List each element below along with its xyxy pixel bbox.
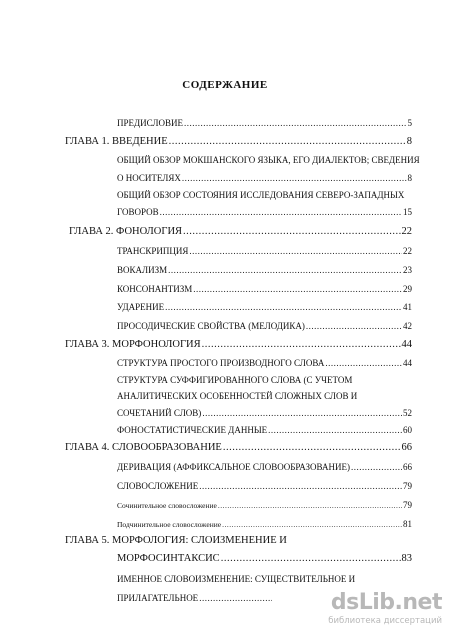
leader-dots (199, 592, 272, 604)
leader-dots (168, 264, 402, 276)
toc-entry-page: 66 (401, 442, 412, 453)
leader-dots (165, 301, 402, 313)
watermark-subtitle: библиотека диссертаций (328, 616, 442, 626)
toc-entry (117, 553, 412, 565)
leader-dots (189, 245, 402, 257)
leader-dots (223, 442, 401, 454)
toc-entry-page: 81 (403, 519, 412, 529)
toc-entry-text: ВОКАЛИЗМ (117, 265, 168, 275)
toc-entry-text: МОРФОСИНТАКСИС (117, 553, 220, 564)
toc-entry-page: 79 (403, 500, 412, 510)
toc-entry-page: 42 (403, 321, 412, 331)
toc-entry-text: ГЛАВА 4. СЛОВООБРАЗОВАНИЕ (65, 442, 222, 453)
toc-entry-page: 5 (407, 118, 412, 128)
leader-dots (160, 206, 402, 218)
toc-entry-text: КОНСОНАНТИЗМ (117, 284, 193, 294)
leader-dots (218, 500, 402, 512)
toc-entry-page: 22 (401, 226, 412, 237)
toc-entry-page: 44 (401, 339, 412, 350)
toc-entry (117, 301, 412, 313)
toc-entry: АНАЛИТИЧЕСКИХ ОСОБЕННОСТЕЙ СЛОЖНЫХ СЛОВ И (117, 391, 358, 401)
toc-entry (117, 283, 412, 295)
toc-entry (117, 206, 412, 218)
toc-entry-page: 22 (403, 246, 412, 256)
toc-entry-page: 60 (403, 425, 412, 435)
toc-entry-text: ТРАНСКРИПЦИЯ (117, 246, 189, 256)
leader-dots (183, 226, 400, 238)
toc-entry-text: Подчинительное словосложение (117, 520, 222, 529)
toc-entry (117, 117, 412, 129)
toc-entry-text: ГЛАВА 2. ФОНОЛОГИЯ (69, 226, 183, 237)
page-title: СОДЕРЖАНИЕ (182, 79, 268, 91)
toc-entry-text: СЛОВОСЛОЖЕНИЕ (117, 481, 199, 491)
toc-entry: ОБЩИЙ ОБЗОР МОКШАНСКОГО ЯЗЫКА, ЕГО ДИАЛЕКТОВ; СВЕДЕНИЯ (117, 155, 420, 165)
toc-entry-text: УДАРЕНИЕ (117, 302, 165, 312)
toc-chapter: ГЛАВА 5. МОРФОЛОГИЯ: СЛОИЗМЕНЕНИЕ И (65, 535, 287, 546)
toc-entry-page: 29 (403, 284, 412, 294)
toc-entry (117, 499, 412, 512)
leader-dots (182, 172, 407, 184)
toc-entry-text: О НОСИТЕЛЯХ (117, 173, 181, 183)
leader-dots (351, 461, 402, 473)
toc-entry (117, 518, 412, 531)
toc-entry-page: 44 (403, 358, 412, 368)
leader-dots (268, 424, 402, 436)
toc-entry (117, 592, 273, 604)
toc-entry-text: ГЛАВА 1. ВВЕДЕНИЕ (65, 136, 168, 147)
toc-entry-text: ДЕРИВАЦИЯ (АФФИКСАЛЬНОЕ СЛОВООБРАЗОВАНИЕ) (117, 462, 350, 472)
toc-chapter (69, 226, 412, 238)
toc-entry-page: 79 (403, 481, 412, 491)
toc-entry: ИМЕННОЕ СЛОВОИЗМЕНЕНИЕ: СУЩЕСТВИТЕЛЬНОЕ И (117, 574, 356, 584)
leader-dots (306, 320, 402, 332)
toc-entry-text: СТРУКТУРА ПРОСТОГО ПРОИЗВОДНОГО СЛОВА (117, 358, 325, 368)
toc-entry (117, 480, 412, 492)
toc-entry (117, 172, 412, 184)
toc-entry (117, 424, 412, 436)
toc-chapter (65, 136, 412, 148)
leader-dots (222, 519, 402, 531)
toc-chapter (65, 442, 412, 454)
leader-dots (169, 136, 406, 148)
toc-entry (117, 357, 412, 369)
toc-entry-text: ПРОСОДИЧЕСКИЕ СВОЙСТВА (МЕЛОДИКА) (117, 321, 305, 331)
toc-entry-text: ФОНОСТАТИСТИЧЕСКИЕ ДАННЫЕ (117, 425, 268, 435)
watermark-logo: dsLib.net (330, 590, 442, 615)
toc-entry-page: 52 (403, 408, 412, 418)
leader-dots (193, 283, 402, 295)
toc-entry (117, 407, 412, 419)
toc-entry-text: СОЧЕТАНИЙ СЛОВ) (117, 408, 202, 418)
toc-chapter (65, 339, 412, 351)
toc-entry-page: 83 (401, 553, 412, 564)
toc-entry (117, 245, 412, 257)
leader-dots (199, 480, 402, 492)
toc-entry-page: 8 (407, 173, 412, 183)
toc-entry (117, 264, 412, 276)
toc-entry-page: 8 (406, 136, 412, 147)
toc-entry-page: 15 (403, 207, 412, 217)
leader-dots (221, 553, 401, 565)
toc-entry: ОБЩИЙ ОБЗОР СОСТОЯНИЯ ИССЛЕДОВАНИЯ СЕВЕРО-ЗАПАДНЫХ (117, 190, 405, 200)
watermark (324, 590, 442, 630)
leader-dots (202, 407, 402, 419)
toc-entry (117, 461, 412, 473)
toc-entry-text: ПРЕДИСЛОВИЕ (117, 118, 184, 128)
toc-entry-page: 23 (403, 265, 412, 275)
toc-entry-text: ПРИЛАГАТЕЛЬНОЕ (117, 593, 199, 603)
leader-dots (184, 117, 406, 129)
toc-entry-text: ГЛАВА 3. МОРФОНОЛОГИЯ (65, 339, 201, 350)
toc-entry (117, 320, 412, 332)
leader-dots (325, 357, 402, 369)
toc-entry-page: 41 (403, 302, 412, 312)
toc-entry: СТРУКТУРА СУФФИГИРОВАННОГО СЛОВА (С УЧЕТОМ (117, 375, 353, 385)
toc-entry-page: 66 (403, 462, 412, 472)
leader-dots (202, 339, 401, 351)
toc-entry-text: Сочинительное словосложение (117, 501, 217, 510)
toc-entry-text: ГОВОРОВ (117, 207, 159, 217)
